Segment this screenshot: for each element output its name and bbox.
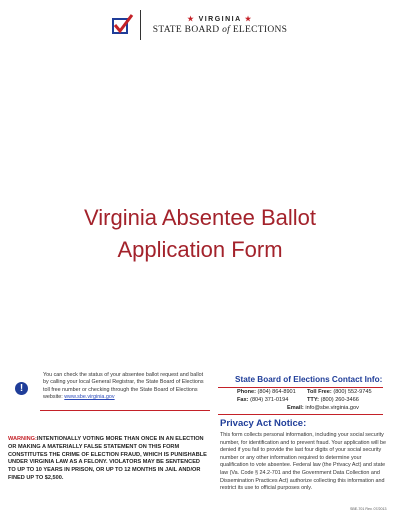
- privacy-text: This form collects personal information, including your social security number, for identification and to prevent fraud. Your application will be denied if you fail to provide the last four digits of your social security number or any other information required to determine your qualification to vote absentee. Federal law (the Privacy Act) and state law (Va. Code § 24.2-701 and the Government Data Collection and Dissemination Practices Act) authorize collecting this information and restrict its use to official purposes only.: [220, 432, 387, 492]
- email-label: Email:: [287, 405, 304, 411]
- contact-fax: [237, 397, 288, 403]
- title-line-2: Application Form: [117, 237, 283, 262]
- tollfree-label: Toll Free:: [307, 389, 332, 395]
- tty-label: TTY:: [307, 397, 320, 403]
- contact-email: [287, 405, 359, 411]
- contact-phone: [237, 389, 296, 395]
- header-state-line: [150, 15, 290, 23]
- header-divider: [140, 10, 141, 40]
- warning-label: WARNING:: [8, 436, 37, 442]
- divider: [40, 410, 210, 411]
- check-in-box-logo-icon: [112, 13, 134, 37]
- email-value: info@sbe.virginia.gov: [305, 405, 359, 411]
- title-line-1: Virginia Absentee Ballot: [84, 205, 316, 230]
- divider: [218, 414, 383, 415]
- board-name-of: of: [222, 25, 231, 35]
- fax-value: (804) 371-0194: [250, 397, 289, 403]
- privacy-title: Privacy Act Notice:: [220, 418, 307, 429]
- header-state-text: VIRGINIA: [198, 16, 242, 23]
- warning-text: INTENTIONALLY VOTING MORE THAN ONCE IN AN ELECTION OR MAKING A MATERIALLY FALSE STATEMENT ON THIS FORM CONSTITUTES THE CRIME OF ELECTION FRAUD, WHICH IS PUNISHABLE UNDER VIRGINIA LAW AS A FELONY. VIOLATORS MAY BE SENTENCED TO UP TO 10 YEARS IN PRISON, OR UP TO 12 MONTHS IN JAIL AND/OR FINED UP TO $2,500.: [8, 436, 207, 481]
- fax-label: Fax:: [237, 397, 249, 403]
- page-title: [20, 202, 380, 266]
- phone-value: (804) 864-8901: [257, 389, 296, 395]
- contact-tty: [307, 397, 359, 403]
- tollfree-value: (800) 552-9745: [333, 389, 372, 395]
- phone-label: Phone:: [237, 389, 256, 395]
- divider: [218, 387, 383, 388]
- board-name-part: ELECTIONS: [232, 25, 288, 35]
- tty-value: (800) 260-3466: [320, 397, 359, 403]
- exclamation-icon: !: [15, 382, 28, 395]
- website-link[interactable]: www.sbe.virginia.gov: [64, 394, 115, 401]
- ballot-status-info: [43, 372, 208, 402]
- board-name-part: STATE BOARD: [152, 25, 220, 35]
- contact-title: State Board of Elections Contact Info:: [235, 375, 383, 384]
- status-text: You can check the status of your absentee ballot request and ballot by calling your local General Registrar, the State Board of Elections toll free number or checking through the State Board of Elections website:: [43, 372, 204, 401]
- form-code: SBE-701 Rev. 07/2013: [350, 507, 387, 511]
- star-icon: ★: [244, 16, 253, 23]
- header-board-name: [150, 25, 290, 35]
- contact-tollfree: [307, 389, 372, 395]
- star-icon: ★: [187, 16, 196, 23]
- fraud-warning: [8, 436, 208, 483]
